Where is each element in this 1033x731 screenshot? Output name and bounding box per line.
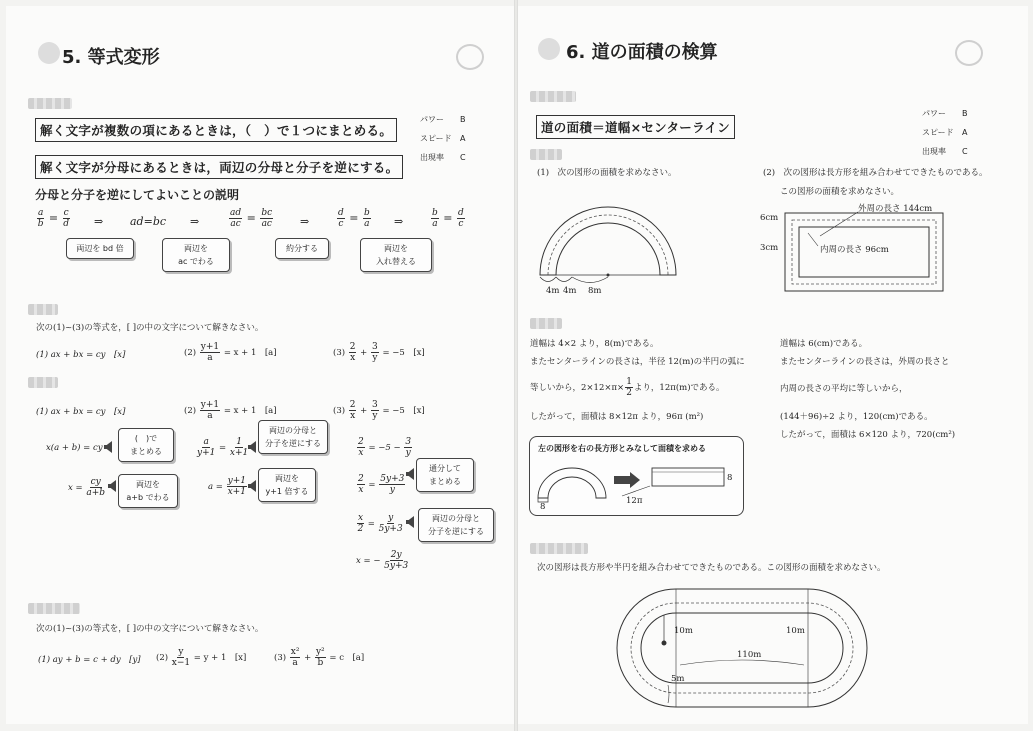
explain-box-2-line2: ac でわる bbox=[178, 257, 214, 266]
speed-label: スピード bbox=[420, 134, 452, 143]
sol1-box-2 bbox=[118, 474, 178, 508]
page-fold bbox=[514, 0, 518, 731]
solution-2-rest: = x + 1 [a] bbox=[223, 406, 277, 416]
sol3-box-1-l1: 通分して bbox=[429, 464, 461, 473]
callout-label-width: 8 bbox=[540, 502, 546, 512]
chain-arrow-4: ⇒ bbox=[394, 215, 404, 228]
exercise-1: (1) ax + bx = cy [x] bbox=[36, 350, 126, 360]
freq-label: 出現率 bbox=[420, 153, 444, 162]
practice-instruction: 次の(1)~(3)の等式を，[ ]の中の文字について解きなさい。 bbox=[36, 624, 264, 634]
solution-1-eq: (1) ax + bx = cy [x] bbox=[36, 407, 126, 417]
chain-arrow-1: ⇒ bbox=[94, 215, 104, 228]
sol1-box-2-l1: 両辺を bbox=[136, 480, 160, 489]
power-label: パワー bbox=[922, 109, 946, 118]
sol1-box-2-l2: a+b でわる bbox=[126, 493, 170, 502]
sol3-step3: $\frac{x}{2}$ = $\frac{y}{5y+3}$ bbox=[357, 513, 403, 534]
solution-3-num: (3) bbox=[333, 406, 346, 416]
exercise-2-rest: = x + 1 [a] bbox=[223, 348, 277, 358]
arrow-left-icon bbox=[248, 441, 256, 453]
sol2-box-1-l1: 両辺の分母と bbox=[269, 426, 317, 435]
sol3-step2: $\frac{2}{x}$ = $\frac{5y+3}{y}$ bbox=[358, 474, 405, 495]
solution-2-eq: (2) $\frac{y+1}{a}$ = x + 1 [a] bbox=[184, 400, 277, 421]
answer-2-line-3: 内周の長さの平均に等しいから， bbox=[780, 384, 908, 394]
practice-3-num: (3) bbox=[274, 653, 287, 663]
answer-1-line-4: したがって，面積は 8×12π より，96π (m²) bbox=[530, 412, 704, 422]
right-solution-label bbox=[530, 318, 562, 329]
exercise-3: (3) $\frac{2}{x}$ + $\frac{3}{y}$ = −5 [x] bbox=[333, 342, 425, 363]
right-point-label bbox=[530, 91, 576, 102]
exercise-label bbox=[28, 304, 58, 315]
answer-2-line-1: 道幅は 6(cm)である。 bbox=[780, 339, 868, 349]
chain-eq-1: $\frac{a}{b}$ = $\frac{c}{d}$ bbox=[37, 208, 69, 229]
arrow-left-icon bbox=[406, 516, 414, 528]
answer-1-line-3b: より，12π(m)である。 bbox=[633, 383, 725, 393]
arrow-left-icon bbox=[108, 480, 116, 492]
practice-label bbox=[28, 603, 80, 614]
chain-eq-2: ad=bc bbox=[130, 215, 167, 228]
sol2-box-2 bbox=[258, 468, 316, 502]
solution-3-eq: (3) $\frac{2}{x}$ + $\frac{3}{y}$ = −5 [x] bbox=[333, 400, 425, 421]
explain-box-1: 両辺を bd 倍 bbox=[66, 238, 134, 259]
sol3-step4: x = − $\frac{2y}{5y+3}$ bbox=[356, 550, 409, 571]
fig2-width-label-1: 6cm bbox=[760, 213, 779, 223]
sol2-box-1 bbox=[258, 420, 328, 454]
fig2-outer-label: 外周の長さ 144cm bbox=[858, 204, 933, 214]
power-value: B bbox=[460, 115, 466, 124]
corner-deco-icon bbox=[456, 44, 484, 70]
right-practice-label bbox=[530, 543, 588, 554]
callout-title: 左の図形を右の長方形とみなして面積を求める bbox=[538, 444, 706, 453]
freq-value: C bbox=[460, 153, 466, 162]
section-badge-icon bbox=[38, 42, 60, 64]
speed-value: A bbox=[460, 134, 466, 143]
sol1-box-1-l1: ( )で bbox=[134, 434, 158, 443]
sol2-step1: $\frac{a}{y+1}$ = $\frac{1}{x+1}$ bbox=[197, 437, 249, 458]
chain-eq-4: $\frac{d}{c}$ = $\frac{b}{a}$ bbox=[338, 208, 370, 229]
exercise-3-num: (3) bbox=[333, 348, 346, 358]
practice-1: (1) ay + b = c + dy [y] bbox=[38, 655, 141, 665]
callout-label-height: 8 bbox=[727, 473, 733, 483]
chain-arrow-2: ⇒ bbox=[190, 215, 200, 228]
sol1-step1: x(a + b) = cy bbox=[46, 443, 103, 453]
arrow-left-icon bbox=[406, 468, 414, 480]
right-practice-instruction: 次の図形は長方形や半円を組み合わせてできたものである。この図形の面積を求めなさい。 bbox=[537, 563, 886, 573]
explain-box-4-line2: 入れ替える bbox=[376, 257, 416, 266]
right-rule: 道の面積＝道幅×センターライン bbox=[536, 115, 735, 139]
fig2-inner-label: 内周の長さ 96cm bbox=[820, 245, 889, 255]
sol3-step4-pre: x = − bbox=[356, 556, 381, 566]
answer-1-line-2: またセンターラインの長さは，半径 12(m)の半円の弧に bbox=[530, 357, 745, 367]
right-section-title: 6. 道の面積の検算 bbox=[566, 42, 718, 63]
exercise-instruction: 次の(1)~(3)の等式を，[ ]の中の文字について解きなさい。 bbox=[36, 323, 264, 333]
explain-box-4-line1: 両辺を bbox=[384, 244, 408, 253]
sol1-box-1 bbox=[118, 428, 174, 462]
solution-3-rest: = −5 [x] bbox=[382, 406, 425, 416]
answer-2-line-5: したがって，面積は 6×120 より，720(cm²) bbox=[780, 430, 956, 440]
answer-1-line-3: 等しいから，2×12×π× $\frac{1}{2}$ より，12π(m)である。 bbox=[530, 377, 725, 398]
fig1-label-3: 8m bbox=[588, 286, 602, 296]
track-length: 110m bbox=[737, 650, 762, 660]
question-2a: (2) 次の図形は長方形を組み合わせてできたものである。 bbox=[763, 168, 988, 178]
exercise-3-rest: = −5 [x] bbox=[382, 348, 425, 358]
sol3-step1: $\frac{2}{x}$ = −5 − $\frac{3}{y}$ bbox=[358, 437, 412, 458]
practice-3: (3) $\frac{\text{x²}}{a}$ + $\frac{\text{y²}}{b}$ = c [a] bbox=[274, 647, 365, 668]
right-meta bbox=[922, 104, 968, 161]
answer-1-line-1: 道幅は 4×2 より，8(m)である。 bbox=[530, 339, 659, 349]
fig1-label-1: 4m bbox=[546, 286, 560, 296]
sol3-box-2 bbox=[418, 508, 494, 542]
chain-eq-5: $\frac{b}{a}$ = $\frac{d}{c}$ bbox=[432, 208, 464, 229]
speed-label: スピード bbox=[922, 128, 954, 137]
question-1: (1) 次の図形の面積を求めなさい。 bbox=[537, 168, 677, 178]
sol1-box-1-l2: まとめる bbox=[130, 447, 162, 456]
explain-title: 分母と分子を逆にしてよいことの説明 bbox=[35, 188, 240, 202]
sol3-box-2-l1: 両辺の分母と bbox=[432, 514, 480, 523]
track-radius-1: 10m bbox=[674, 626, 693, 636]
answer-1-line-3a: 等しいから，2×12×π× bbox=[530, 383, 625, 393]
speed-value: A bbox=[962, 128, 968, 137]
sol3-box-2-l2: 分子を逆にする bbox=[428, 527, 484, 536]
freq-label: 出現率 bbox=[922, 147, 946, 156]
sol2-box-2-l1: 両辺を bbox=[275, 474, 299, 483]
sol1-step2: x = $\frac{cy}{a+b}$ bbox=[68, 477, 105, 498]
practice-2: (2) $\frac{y}{x-1}$ = y + 1 [x] bbox=[156, 647, 247, 668]
left-rule-1: 解く文字が複数の項にあるときは，（ ）で１つにまとめる。 bbox=[35, 118, 397, 142]
sol2-step2: a = $\frac{y+1}{x+1}$ bbox=[208, 476, 246, 497]
sol1-step2-pre: x = bbox=[68, 483, 83, 493]
callout-label-length: 12π bbox=[626, 496, 643, 506]
explain-box-4 bbox=[360, 238, 432, 272]
track-radius-2: 10m bbox=[786, 626, 805, 636]
left-section-title: 5. 等式変形 bbox=[62, 47, 160, 68]
track-width: 5m bbox=[671, 674, 685, 684]
track-figure bbox=[608, 585, 878, 710]
figure-1-half-road bbox=[535, 200, 695, 300]
question-2b: この図形の面積を求めなさい。 bbox=[780, 187, 900, 197]
chain-eq-3: $\frac{ad}{ac}$ = $\frac{bc}{ac}$ bbox=[230, 208, 273, 229]
solution-2-num: (2) bbox=[184, 406, 197, 416]
practice-2-num: (2) bbox=[156, 653, 169, 663]
practice-2-rest: = y + 1 [x] bbox=[193, 653, 247, 663]
answer-2-line-2: またセンターラインの長さは，外周の長さと bbox=[780, 357, 950, 367]
explain-box-2 bbox=[162, 238, 230, 272]
arrow-left-icon bbox=[104, 441, 112, 453]
explain-box-2-line1: 両辺を bbox=[184, 244, 208, 253]
freq-value: C bbox=[962, 147, 968, 156]
point-label bbox=[28, 98, 72, 109]
power-value: B bbox=[962, 109, 968, 118]
exercise-2: (2) $\frac{y+1}{a}$ = x + 1 [a] bbox=[184, 342, 277, 363]
right-example-label bbox=[530, 149, 562, 160]
sol2-box-2-l2: y+1 倍する bbox=[265, 487, 309, 496]
arrow-left-icon bbox=[248, 480, 256, 492]
sol2-box-1-l2: 分子を逆にする bbox=[265, 439, 321, 448]
power-label: パワー bbox=[420, 115, 444, 124]
left-rule-2: 解く文字が分母にあるときは，両辺の分母と分子を逆にする。 bbox=[35, 155, 403, 179]
fig2-width-label-2: 3cm bbox=[760, 243, 779, 253]
fig1-label-2: 4m bbox=[563, 286, 577, 296]
chain-arrow-3: ⇒ bbox=[300, 215, 310, 228]
sol3-box-1-l2: まとめる bbox=[429, 477, 461, 486]
corner-deco-icon bbox=[955, 40, 983, 66]
solution-label bbox=[28, 377, 58, 388]
practice-3-rest: = c [a] bbox=[329, 653, 365, 663]
exercise-2-num: (2) bbox=[184, 348, 197, 358]
explain-box-3: 約分する bbox=[275, 238, 329, 259]
sol3-box-1 bbox=[416, 458, 474, 492]
sol3-step1-mid: = −5 − bbox=[368, 443, 401, 453]
left-meta bbox=[420, 110, 466, 167]
answer-2-line-4: (144＋96)÷2 より，120(cm)である。 bbox=[780, 412, 933, 422]
section-badge-icon bbox=[538, 38, 560, 60]
sol2-step2-pre: a = bbox=[208, 482, 223, 492]
